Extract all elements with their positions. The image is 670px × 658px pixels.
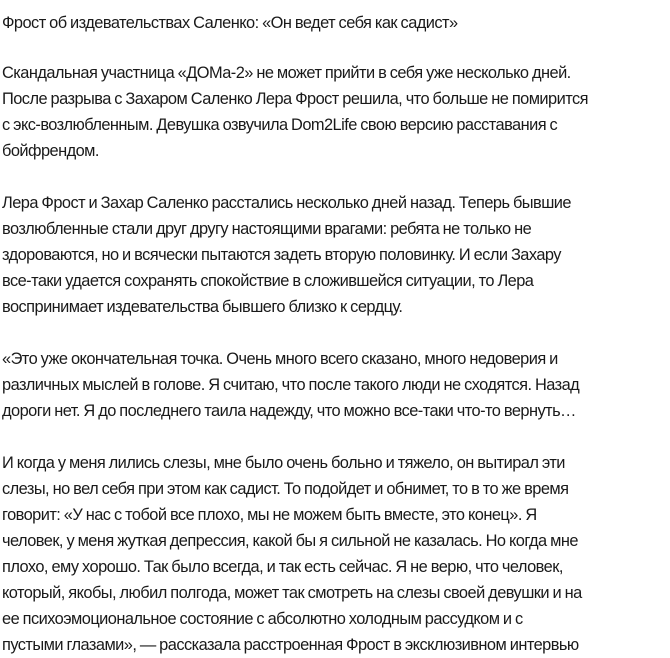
paragraph-line: «Это уже окончательная точка. Очень много всего сказано, много недоверия и: [2, 350, 558, 368]
article-title: Фрост об издевательствах Саленко: «Он ведет себя как садист»: [2, 14, 458, 32]
paragraph-line: все-таки удается сохранять спокойствие в сложившейся ситуации, то Лера: [2, 272, 534, 290]
paragraph-line: говорит: «У нас с тобой все плохо, мы не можем быть вместе, это конец». Я: [2, 506, 537, 524]
article: [2, 0, 670, 658]
paragraph-line: слезы, но вел себя при этом как садист. То подойдет и обнимет, то в то же время: [2, 480, 569, 498]
paragraph-line: После разрыва с Захаром Саленко Лера Фрост решила, что больше не помирится: [2, 90, 588, 108]
paragraph-line: человек, у меня жуткая депрессия, какой бы я сильной не казалась. Но когда мне: [2, 532, 578, 550]
paragraph-line: воспринимает издевательства бывшего близко к сердцу.: [2, 298, 403, 316]
paragraph-intro: [2, 60, 670, 164]
paragraph-line: Скандальная участница «ДОМа-2» не может прийти в себя уже несколько дней.: [2, 64, 571, 82]
paragraph-quote-2: [2, 450, 670, 658]
paragraph-line: плохо, ему хорошо. Так было всегда, и так есть сейчас. Я не верю, что человек,: [2, 558, 563, 576]
paragraph-line: И когда у меня лились слезы, мне было очень больно и тяжело, он вытирал эти: [2, 454, 565, 472]
paragraph-line: с экс-возлюбленным. Девушка озвучила Dom2Life свою версию расставания с: [2, 116, 558, 134]
paragraph-breakup: [2, 190, 670, 320]
paragraph-line: бойфрендом.: [2, 142, 99, 160]
paragraph-line: ее психоэмоциональное состояние с абсолютно холодным рассудком и с: [2, 610, 523, 628]
paragraph-quote-1: [2, 346, 670, 424]
paragraph-line: пустыми глазами», — рассказала расстроенная Фрост в эксклюзивном интервью: [2, 636, 579, 654]
paragraph-line: различных мыслей в голове. Я считаю, что после такого люди не сходятся. Назад: [2, 376, 580, 394]
paragraph-line: который, якобы, любил полгода, может так смотреть на слезы своей девушки и на: [2, 584, 582, 602]
paragraph-line: Лера Фрост и Захар Саленко расстались несколько дней назад. Теперь бывшие: [2, 194, 571, 212]
paragraph-line: дороги нет. Я до последнего таила надежду, что можно все-таки что-то вернуть…: [2, 402, 576, 420]
paragraph-line: здороваются, но и всячески пытаются задеть вторую половинку. И если Захару: [2, 246, 561, 264]
paragraph-line: возлюбленные стали друг другу настоящими врагами: ребята не только не: [2, 220, 532, 238]
